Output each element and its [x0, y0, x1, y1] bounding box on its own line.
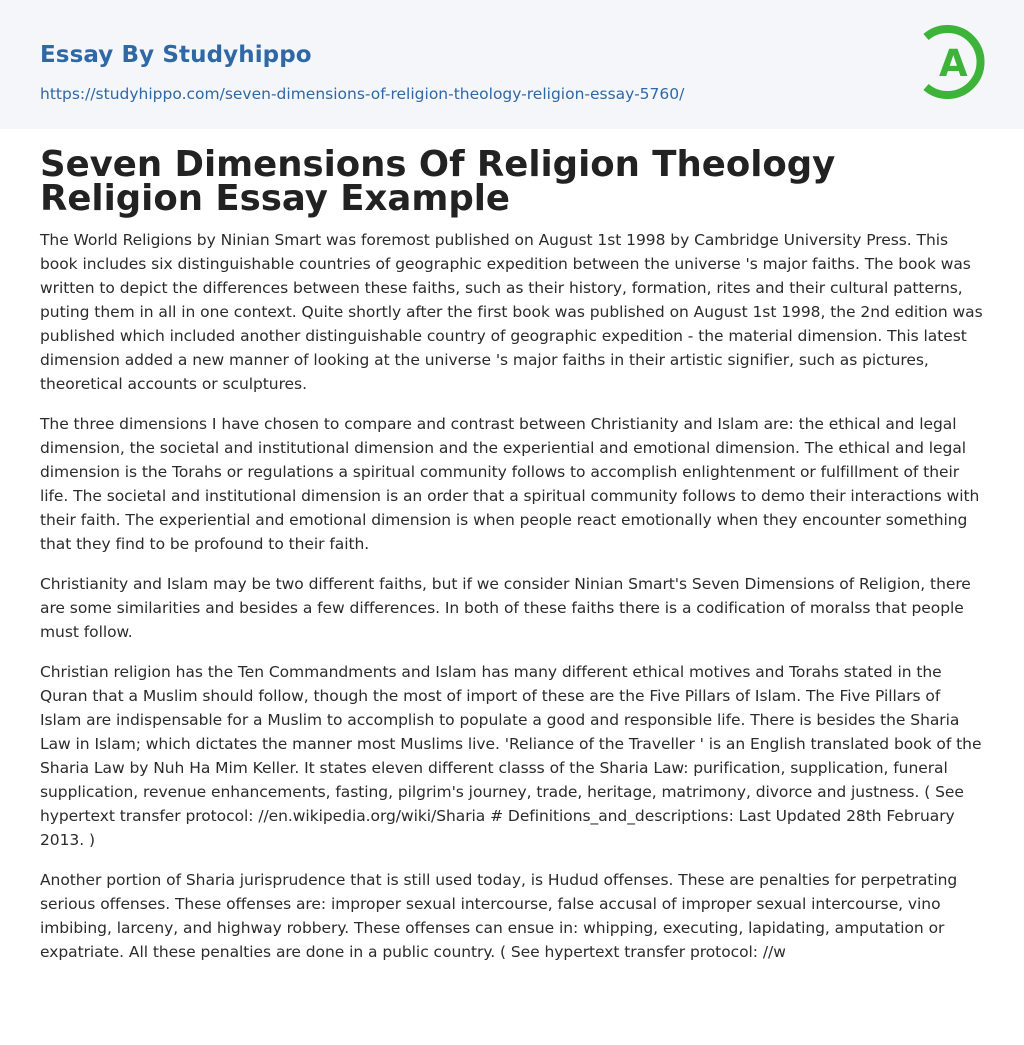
site-header — [0, 0, 1024, 129]
paragraph: Christianity and Islam may be two different faiths, but if we consider Ninian Smart's Seven Dimensions of Religion, there are some similarities and besides a few differences. In both of these faiths there is a codification of moralss that people must follow. — [40, 575, 971, 641]
paragraph: Another portion of Sharia jurisprudence that is still used today, is Hudud offenses. These are penalties for perpetrating serious offenses. These offenses are: improper sexual intercourse, false accusal of improper sexual intercourse, vino imbibing, larceny, and highway robbery. These offenses can ensue in: whipping, executing, lapidating, amputation or expatriate. All these penalties are done in a public country. ( See hypertext transfer protocol: //w — [40, 871, 958, 961]
article-body — [0, 144, 1024, 964]
paragraph: The World Religions by Ninian Smart was foremost published on August 1st 1998 by Cambridge University Press. This book includes six distinguishable countries of geographic expedition between the universe 's major faiths. The book was written to depict the differences between these faiths, such as their history, formation, rites and their cultural patterns, puting them in all in one context. Quite shortly after the first book was published on August 1st 1998, the 2nd edition was published which included another distinguishable country of geographic expedition - the material dimension. This latest dimension added a new manner of looking at the universe 's major faiths in their artistic signifier, such as pictures, theoretical accounts or sculptures. — [40, 231, 983, 393]
source-url-link[interactable]: https://studyhippo.com/seven-dimensions-of-religion-theology-religion-essay-5760/ — [40, 85, 685, 103]
studyhippo-logo-icon[interactable] — [914, 19, 986, 105]
logo-letter: A — [939, 42, 968, 85]
paragraph: Christian religion has the Ten Commandments and Islam has many different ethical motives and Torahs stated in the Quran that a Muslim should follow, though the most of import of these are the Five Pillars of Islam. The Five Pillars of Islam are indispensable for a Muslim to accomplish to populate a good and responsible life. There is besides the Sharia Law in Islam; which dictates the manner most Muslims live. 'Reliance of the Traveller ' is an English translated book of the Sharia Law by Nuh Ha Mim Keller. It states eleven different classs of the Sharia Law: purification, supplication, funeral supplication, revenue enhancements, fasting, pilgrim's journey, trade, heritage, matrimony, divorce and justness. ( See hypertext transfer protocol: //en.wikipedia.org/wiki/Sharia # Definitions_and_descriptions: Last Updated 28th February 2013. ) — [40, 663, 982, 849]
paragraph: The three dimensions I have chosen to compare and contrast between Christianity and Islam are: the ethical and legal dimension, the societal and institutional dimension and the experiential and emotional dimension. The ethical and legal dimension is the Torahs or regulations a spiritual community follows to accomplish enlightenment or fulfillment of their life. The societal and institutional dimension is an order that a spiritual community follows to demo their interactions with their faith. The experiential and emotional dimension is when people react emotionally when they encounter something that they find to be profound to their faith. — [40, 415, 980, 553]
page-title: Seven Dimensions Of Religion Theology Religion Essay Example — [40, 144, 836, 219]
site-brand[interactable]: Essay By Studyhippo — [40, 42, 312, 68]
